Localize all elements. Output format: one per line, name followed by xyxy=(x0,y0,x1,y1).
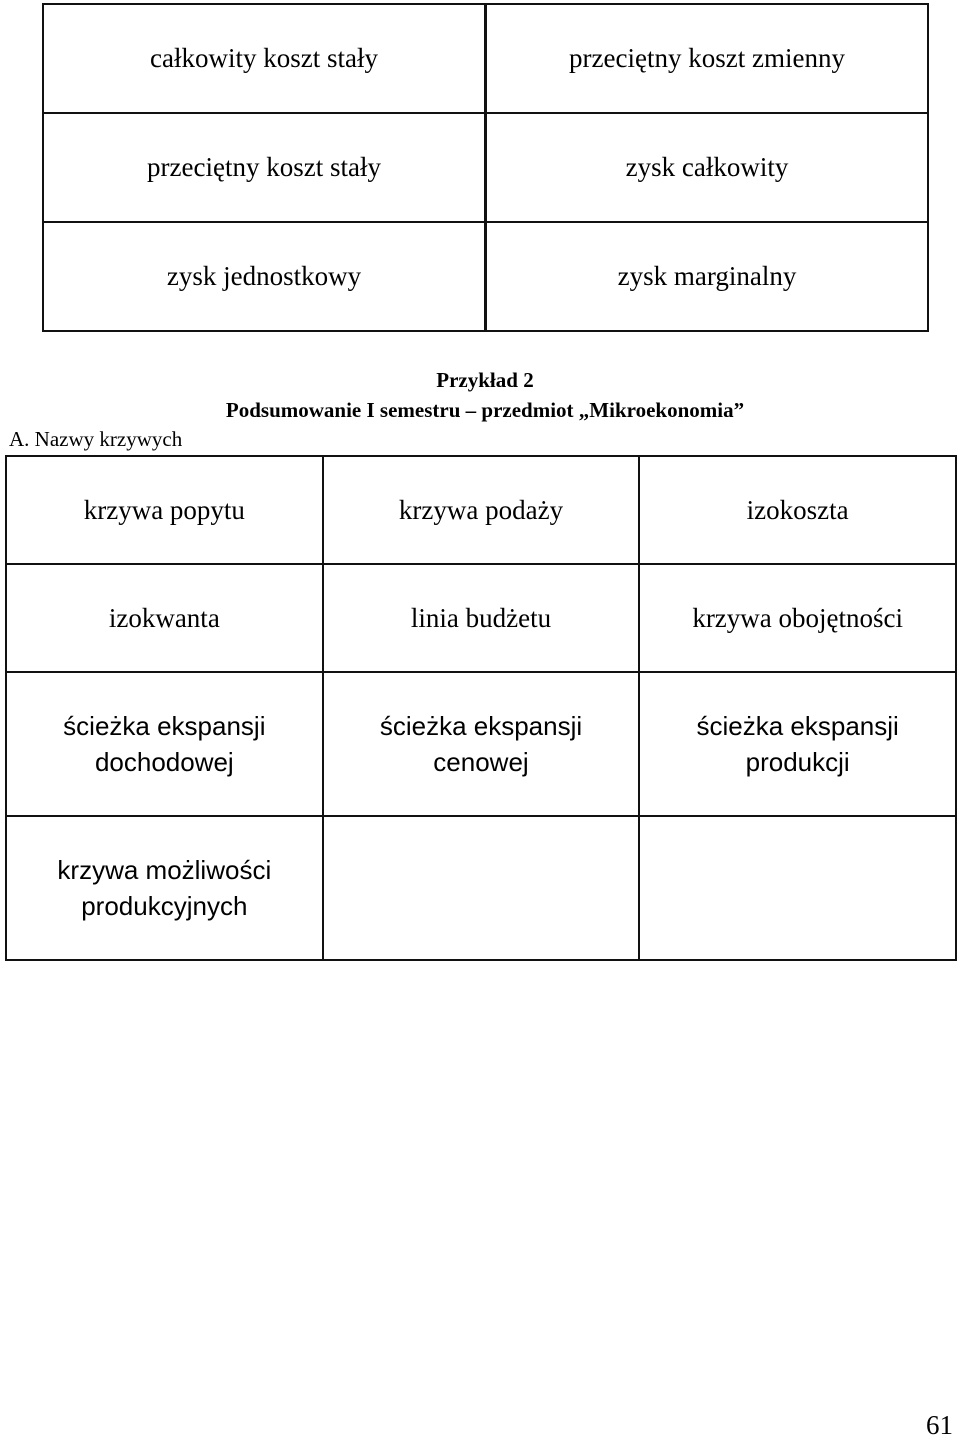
table-cell xyxy=(639,816,956,960)
table-row xyxy=(6,672,956,816)
table-cell: przeciętny koszt stały xyxy=(43,113,486,222)
table-cell: zysk jednostkowy xyxy=(43,222,486,331)
cell-text: ścieżka ekspansji produkcji xyxy=(696,711,899,777)
table-cell xyxy=(639,672,956,816)
table-row xyxy=(6,564,956,672)
table-cell xyxy=(6,672,323,816)
table-row xyxy=(6,456,956,564)
section-title: A. Nazwy krzywych xyxy=(9,427,183,451)
table-cell: izokoszta xyxy=(639,456,956,564)
table-cell: krzywa podaży xyxy=(323,456,640,564)
table-row xyxy=(6,816,956,960)
table-cell: zysk marginalny xyxy=(486,222,929,331)
table-cell: zysk całkowity xyxy=(486,113,929,222)
top-terms-table xyxy=(42,3,929,332)
example-title: Przykład 2 xyxy=(436,368,534,392)
table-cell: całkowity koszt stały xyxy=(43,4,486,113)
table-cell xyxy=(323,672,640,816)
table-cell xyxy=(6,816,323,960)
page-number: 61 xyxy=(926,1410,953,1440)
table-row xyxy=(43,222,928,331)
cell-text: ścieżka ekspansji dochodowej xyxy=(63,711,266,777)
table-cell xyxy=(323,816,640,960)
cell-text: ścieżka ekspansji cenowej xyxy=(379,711,583,777)
table-row xyxy=(43,4,928,113)
curve-names-table xyxy=(5,455,957,961)
table-cell: linia budżetu xyxy=(323,564,640,672)
summary-title: Podsumowanie I semestru – przedmiot „Mikroekonomia” xyxy=(225,398,745,422)
table-cell: krzywa popytu xyxy=(6,456,323,564)
table-cell: izokwanta xyxy=(6,564,323,672)
table-cell: krzywa obojętności xyxy=(639,564,956,672)
table-row xyxy=(43,113,928,222)
cell-text: krzywa możliwości produkcyjnych xyxy=(57,855,272,921)
table-cell: przeciętny koszt zmienny xyxy=(486,4,929,113)
